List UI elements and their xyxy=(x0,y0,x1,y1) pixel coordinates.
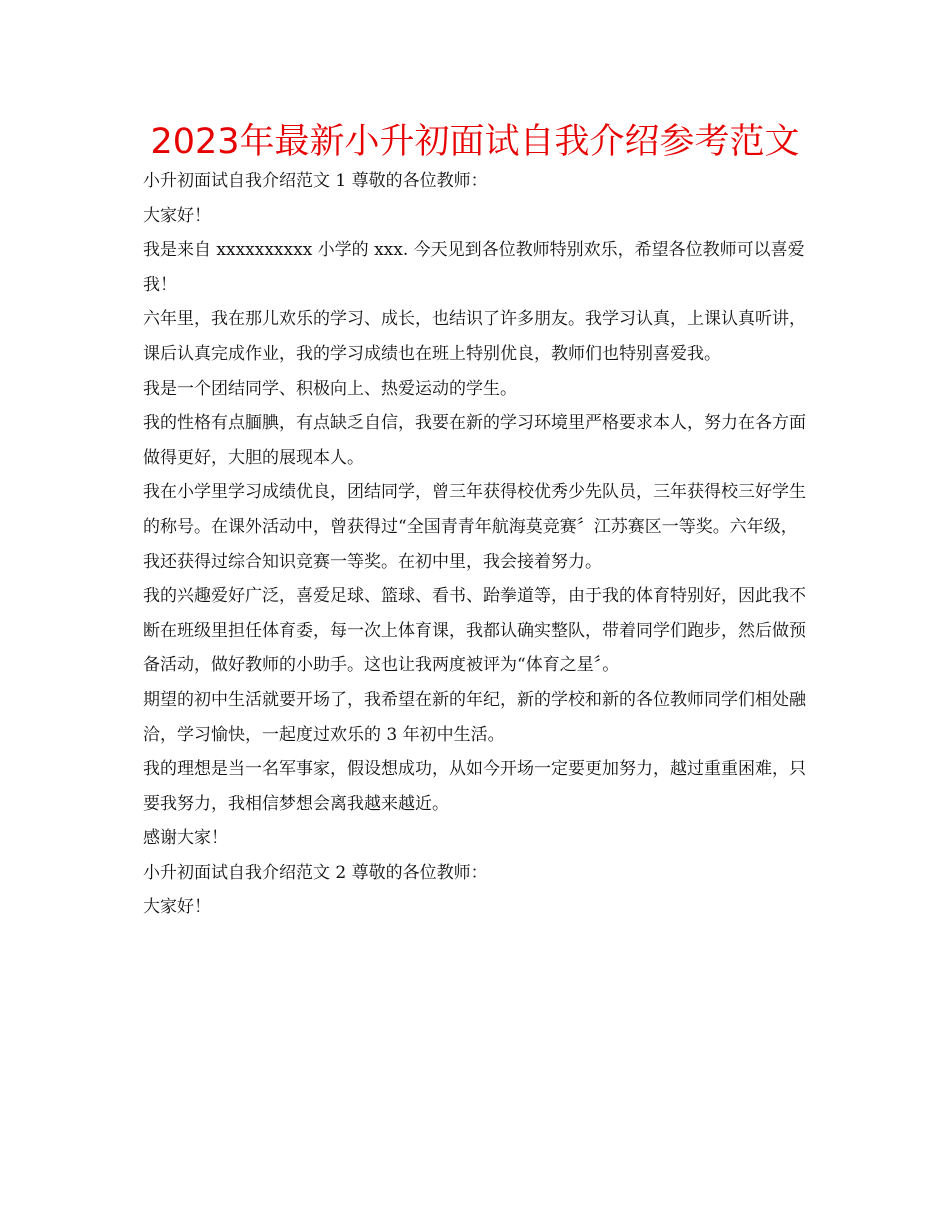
paragraph-achievements: 我在小学里学习成绩优良，团结同学，曾三年获得校优秀少先队员，三年获得校三好学生的称号。在课外活动中，曾获得过“全国青青年航海莫竞赛〞江苏赛区一等奖。六年级，我还获得过综合知识竞赛一等奖。在初中里，我会接着努力。 xyxy=(143,482,806,572)
paragraph-essay2-heading: 小升初面试自我介绍范文 2 尊敬的各位教师： xyxy=(143,862,488,883)
paragraph-essay1-heading: 小升初面试自我介绍范文 1 尊敬的各位教师： xyxy=(143,171,488,191)
paragraph-six-years: 六年里，我在那儿欢乐的学习、成长，也结识了许多朋友。我学习认真，上课认真听讲，课后认真完成作业，我的学习成绩也在班上特别优良，教师们也特别喜爱我。 xyxy=(143,309,806,364)
paragraph-ideal: 我的理想是当一名军事家，假设想成功，从如今开场一定要更加努力，越过重重困难，只要我努力，我相信梦想会离我越来越近。 xyxy=(143,759,806,814)
paragraph-hobbies: 我的兴趣爱好广泛，喜爱足球、篮球、看书、跆拳道等，由于我的体育特别好，因此我不断在班级里担任体育委，每一次上体育课，我都认确实整队，带着同学们跑步，然后做预备活动，做好教师的小助手。这也让我两度被评为“体育之星〞。 xyxy=(143,586,806,676)
paragraph-intro: 我是来自 xxxxxxxxxx 小学的 xxx. 今天见到各位教师特别欢乐，希望各位教师可以喜爱我！ xyxy=(143,240,805,295)
paragraph-greeting: 大家好！ xyxy=(143,205,211,226)
paragraph-expectations: 期望的初中生活就要开场了，我希望在新的年纪，新的学校和新的各位教师同学们相处融洽，学习愉快，一起度过欢乐的 3 年初中生活。 xyxy=(143,689,806,745)
paragraph-personality: 我的性格有点腼腆，有点缺乏自信，我要在新的学习环境里严格要求本人，努力在各方面做得更好，大胆的展现本人。 xyxy=(143,413,806,468)
paragraph-greeting-2: 大家好！ xyxy=(143,897,211,918)
paragraph-thanks: 感谢大家！ xyxy=(143,828,228,849)
document-body xyxy=(143,164,813,925)
document-title: 2023年最新小升初面试自我介绍参考范文 xyxy=(150,122,800,162)
paragraph-student-traits: 我是一个团结同学、积极向上、热爱运动的学生。 xyxy=(143,378,517,399)
